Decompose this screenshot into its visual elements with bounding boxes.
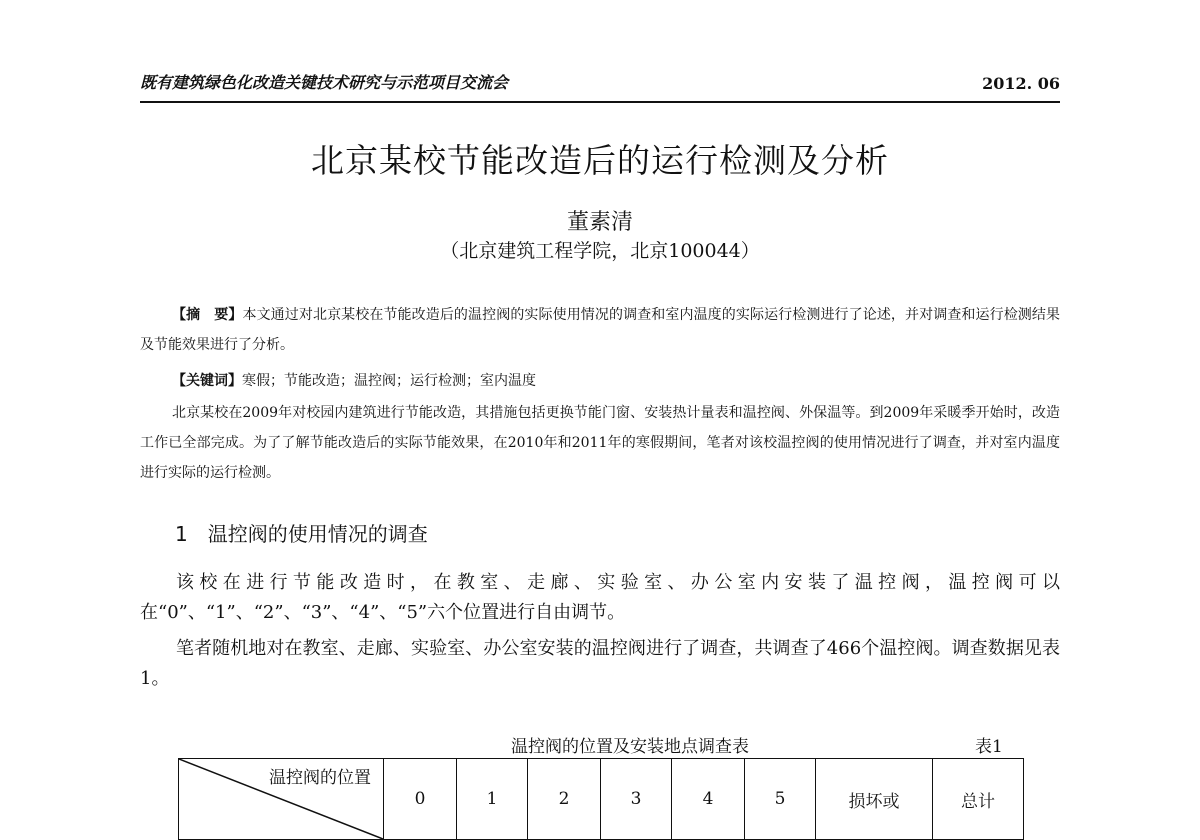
running-header-date: 2012. 06 bbox=[982, 74, 1060, 93]
abstract bbox=[140, 300, 1060, 360]
author-affiliation: （北京建筑工程学院，北京100044） bbox=[440, 240, 760, 262]
keywords bbox=[140, 366, 1060, 396]
keywords-text: 寒假；节能改造；温控阀；运行检测；室内温度 bbox=[242, 373, 536, 389]
table-header-cell: 4 bbox=[672, 759, 745, 840]
header-rule bbox=[140, 101, 1060, 103]
table-header-cell: 2 bbox=[528, 759, 601, 840]
author-name: 董素清 bbox=[566, 210, 633, 235]
body-paragraph: 该校在进行节能改造时，在教室、走廊、实验室、办公室内安装了温控阀，温控阀可以在“0”、“1”、“2”、“3”、“4”、“5”六个位置进行自由调节。 bbox=[140, 572, 1060, 623]
running-header-conference: 既有建筑绿色化改造关键技术研究与示范项目交流会 bbox=[140, 73, 509, 92]
keywords-label: 【关键词】 bbox=[172, 373, 242, 389]
table-header-cell: 5 bbox=[745, 759, 816, 840]
survey-table bbox=[178, 758, 1024, 840]
paper-title: 北京某校节能改造后的运行检测及分析 bbox=[311, 141, 889, 180]
table-header-row bbox=[179, 759, 1024, 840]
table-header-cell: 损坏或 bbox=[816, 759, 933, 840]
table-header-cell: 1 bbox=[457, 759, 528, 840]
table-header-cell: 3 bbox=[601, 759, 672, 840]
table-number: 表1 bbox=[975, 737, 1003, 757]
table-header-cell: 总计 bbox=[933, 759, 1024, 840]
section-heading: 1 温控阀的使用情况的调查 bbox=[175, 522, 428, 546]
body-paragraph: 笔者随机地对在教室、走廊、实验室、办公室安装的温控阀进行了调查，共调查了466个温控阀。调查数据见表1。 bbox=[140, 638, 1060, 689]
table-caption: 温控阀的位置及安装地点调查表 bbox=[511, 737, 749, 757]
intro-paragraph: 北京某校在2009年对校园内建筑进行节能改造，其措施包括更换节能门窗、安装热计量表和温控阀、外保温等。到2009年采暖季开始时，改造工作已全部完成。为了了解节能改造后的实际节能效果，在2010年和2011年的寒假期间，笔者对该校温控阀的使用情况进行了调查，并对室内温度进行实际的运行检测。 bbox=[140, 405, 1060, 481]
table-diagonal-header-cell bbox=[179, 759, 384, 840]
diag-header-label: 温控阀的位置 bbox=[269, 768, 371, 788]
abstract-label: 【摘 要】 bbox=[172, 307, 243, 323]
table-header-cell: 0 bbox=[384, 759, 457, 840]
abstract-text: 本文通过对北京某校在节能改造后的温控阀的实际使用情况的调查和室内温度的实际运行检测进行了论述，并对调查和运行检测结果及节能效果进行了分析。 bbox=[140, 307, 1060, 353]
